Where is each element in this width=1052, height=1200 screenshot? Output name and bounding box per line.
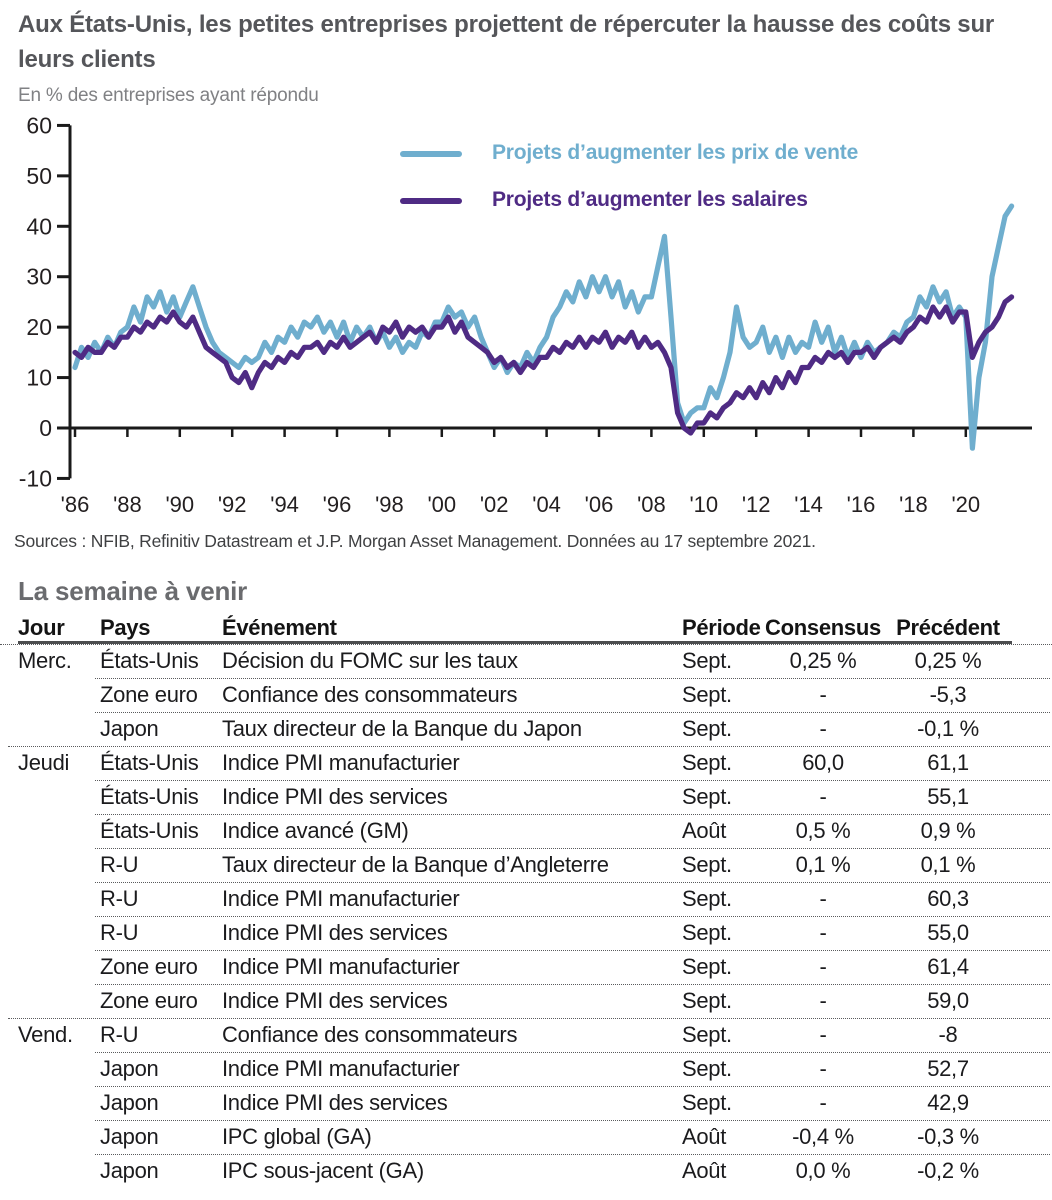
table-row bbox=[18, 1018, 1012, 1052]
y-axis-tick-label: 10 bbox=[26, 364, 52, 391]
cell-pays: États-Unis bbox=[100, 750, 199, 775]
cell-evenement: IPC sous-jacent (GA) bbox=[222, 1158, 424, 1183]
cell-precedent: 52,7 bbox=[927, 1056, 969, 1081]
group-separator bbox=[8, 1018, 1050, 1019]
cell-periode: Sept. bbox=[682, 886, 732, 911]
cell-evenement: Indice PMI des services bbox=[222, 920, 448, 945]
series-line-0 bbox=[75, 206, 1012, 448]
cell-pays: États-Unis bbox=[100, 818, 199, 843]
column-header-consensus: Consensus bbox=[765, 614, 881, 640]
x-axis-tick-label: '98 bbox=[375, 492, 404, 517]
cell-consensus: - bbox=[819, 886, 827, 911]
column-header-evenement: Événement bbox=[222, 614, 337, 640]
table-row bbox=[18, 746, 1012, 780]
table-row bbox=[18, 916, 1012, 950]
cell-precedent: -0,2 % bbox=[917, 1158, 979, 1183]
cell-consensus: - bbox=[819, 954, 827, 979]
cell-consensus: 0,5 % bbox=[795, 818, 851, 843]
cell-periode: Sept. bbox=[682, 716, 732, 741]
cell-precedent: 59,0 bbox=[927, 988, 969, 1013]
table-row bbox=[18, 1052, 1012, 1086]
cell-precedent: 60,3 bbox=[927, 886, 969, 911]
x-axis-tick-label: '16 bbox=[846, 492, 876, 517]
cell-jour: Jeudi bbox=[18, 750, 70, 775]
cell-consensus: - bbox=[819, 682, 827, 707]
cell-pays: États-Unis bbox=[100, 784, 199, 809]
x-axis-tick-label: '14 bbox=[794, 492, 823, 517]
row-separator bbox=[95, 950, 1050, 951]
table-row bbox=[18, 712, 1012, 746]
x-axis-tick-label: '86 bbox=[60, 492, 90, 517]
cell-precedent: 55,1 bbox=[927, 784, 969, 809]
cell-precedent: -5,3 bbox=[929, 682, 967, 707]
x-axis-tick-label: '10 bbox=[689, 492, 719, 517]
cell-evenement: Indice PMI manufacturier bbox=[222, 1056, 460, 1081]
cell-consensus: 0,25 % bbox=[789, 648, 857, 673]
column-header-pays: Pays bbox=[100, 614, 151, 640]
x-axis-tick-label: '08 bbox=[637, 492, 666, 517]
cell-evenement: Indice PMI manufacturier bbox=[222, 750, 460, 775]
cell-periode: Sept. bbox=[682, 1022, 732, 1047]
cell-precedent: -0,3 % bbox=[917, 1124, 979, 1149]
legend-label-prix: Projets d’augmenter les prix de vente bbox=[492, 141, 859, 164]
row-separator bbox=[95, 916, 1050, 917]
cell-consensus: 0,1 % bbox=[795, 852, 851, 877]
y-axis-tick-label: 40 bbox=[26, 213, 52, 240]
row-separator bbox=[95, 848, 1050, 849]
group-separator bbox=[8, 746, 1050, 747]
cell-consensus: -0,4 % bbox=[792, 1124, 854, 1149]
cell-precedent: 61,1 bbox=[927, 750, 969, 775]
cell-consensus: 60,0 bbox=[802, 750, 844, 775]
cell-precedent: 0,25 % bbox=[914, 648, 982, 673]
chart-subtitle: En % des entreprises ayant répondu bbox=[18, 85, 319, 106]
cell-pays: Zone euro bbox=[100, 954, 198, 979]
cell-precedent: -0,1 % bbox=[917, 716, 979, 741]
cell-evenement: Indice PMI des services bbox=[222, 1090, 448, 1115]
x-axis-tick-label: '94 bbox=[270, 492, 299, 517]
series-line-1 bbox=[75, 297, 1012, 433]
table-row bbox=[18, 814, 1012, 848]
cell-jour: Merc. bbox=[18, 648, 72, 673]
y-axis-tick-label: 20 bbox=[26, 314, 52, 341]
table-body bbox=[18, 644, 1012, 1188]
x-axis-tick-label: '18 bbox=[899, 492, 928, 517]
cell-consensus: - bbox=[819, 920, 827, 945]
row-separator bbox=[95, 780, 1050, 781]
cell-periode: Sept. bbox=[682, 750, 732, 775]
cell-pays: Japon bbox=[100, 1124, 159, 1149]
source-note: Sources : NFIB, Refinitiv Datastream et J.P. Morgan Asset Management. Données au 17 septembre 2021. bbox=[14, 531, 816, 551]
cell-pays: Japon bbox=[100, 1158, 159, 1183]
cell-consensus: 0,0 % bbox=[795, 1158, 851, 1183]
cell-pays: Japon bbox=[100, 1090, 159, 1115]
cell-pays: États-Unis bbox=[100, 648, 199, 673]
cell-evenement: Décision du FOMC sur les taux bbox=[222, 648, 518, 673]
table-row bbox=[18, 1154, 1012, 1188]
table-bottom-separator bbox=[0, 644, 1052, 645]
cell-evenement: Taux directeur de la Banque d’Angleterre bbox=[222, 852, 609, 877]
table-row bbox=[18, 848, 1012, 882]
table-row bbox=[18, 678, 1012, 712]
row-separator bbox=[95, 882, 1050, 883]
cell-pays: Zone euro bbox=[100, 682, 198, 707]
row-separator bbox=[95, 712, 1050, 713]
cell-precedent: -8 bbox=[938, 1022, 958, 1047]
table-row bbox=[18, 1120, 1012, 1154]
legend-swatch-prix-line bbox=[400, 151, 462, 157]
cell-consensus: - bbox=[819, 716, 827, 741]
column-header-periode: Période bbox=[682, 614, 761, 640]
cell-periode: Sept. bbox=[682, 648, 732, 673]
cell-pays: R-U bbox=[100, 886, 139, 911]
row-separator bbox=[95, 1154, 1050, 1155]
table-row bbox=[18, 780, 1012, 814]
cell-periode: Sept. bbox=[682, 1056, 732, 1081]
cell-evenement: IPC global (GA) bbox=[222, 1124, 372, 1149]
table-row bbox=[18, 644, 1012, 678]
cell-consensus: - bbox=[819, 1090, 827, 1115]
cell-periode: Sept. bbox=[682, 954, 732, 979]
chart-plot bbox=[0, 0, 1052, 560]
cell-jour: Vend. bbox=[18, 1022, 73, 1047]
x-axis-tick-label: '88 bbox=[113, 492, 142, 517]
legend-label-salaires: Projets d’augmenter les salaires bbox=[492, 188, 808, 211]
y-axis-tick-label: 50 bbox=[26, 162, 52, 189]
table-row bbox=[18, 1086, 1012, 1120]
cell-periode: Sept. bbox=[682, 852, 732, 877]
week-table bbox=[18, 614, 1012, 1188]
row-separator bbox=[95, 1052, 1050, 1053]
cell-pays: R-U bbox=[100, 920, 139, 945]
cell-evenement: Indice PMI manufacturier bbox=[222, 886, 460, 911]
table-row bbox=[18, 950, 1012, 984]
cell-evenement: Confiance des consommateurs bbox=[222, 682, 518, 707]
legend-swatch-salaires-line bbox=[400, 198, 462, 204]
cell-pays: Japon bbox=[100, 716, 159, 741]
cell-precedent: 0,9 % bbox=[920, 818, 976, 843]
x-axis-tick-label: '00 bbox=[427, 492, 457, 517]
table-row bbox=[18, 984, 1012, 1018]
cell-periode: Août bbox=[682, 1158, 727, 1183]
row-separator bbox=[95, 678, 1050, 679]
y-axis-tick-label: 30 bbox=[26, 263, 52, 290]
y-axis-tick-label: 60 bbox=[26, 112, 52, 139]
x-axis-tick-label: '20 bbox=[951, 492, 981, 517]
x-axis-tick-label: '02 bbox=[479, 492, 509, 517]
cell-periode: Sept. bbox=[682, 682, 732, 707]
cell-evenement: Indice PMI des services bbox=[222, 988, 448, 1013]
x-axis-tick-label: '12 bbox=[741, 492, 771, 517]
x-axis-tick-label: '90 bbox=[165, 492, 195, 517]
cell-pays: R-U bbox=[100, 1022, 139, 1047]
cell-evenement: Indice PMI manufacturier bbox=[222, 954, 460, 979]
row-separator bbox=[95, 814, 1050, 815]
chart-title: Aux États-Unis, les petites entreprises projettent de répercuter la hausse des coûts sur leurs clients bbox=[18, 11, 995, 73]
cell-consensus: - bbox=[819, 1022, 827, 1047]
cell-periode: Sept. bbox=[682, 920, 732, 945]
cell-consensus: - bbox=[819, 1056, 827, 1081]
cell-evenement: Indice avancé (GM) bbox=[222, 818, 409, 843]
cell-pays: R-U bbox=[100, 852, 139, 877]
row-separator bbox=[95, 1086, 1050, 1087]
cell-pays: Japon bbox=[100, 1056, 159, 1081]
cell-evenement: Indice PMI des services bbox=[222, 784, 448, 809]
cell-periode: Août bbox=[682, 1124, 727, 1149]
x-axis-tick-label: '92 bbox=[217, 492, 247, 517]
y-axis-tick-label: 0 bbox=[39, 415, 52, 441]
row-separator bbox=[95, 984, 1050, 985]
table-header-row bbox=[18, 614, 1012, 644]
section-title: La semaine à venir bbox=[18, 576, 248, 606]
table-row bbox=[18, 882, 1012, 916]
cell-pays: Zone euro bbox=[100, 988, 198, 1013]
column-header-jour: Jour bbox=[18, 614, 65, 640]
cell-precedent: 0,1 % bbox=[920, 852, 976, 877]
cell-evenement: Taux directeur de la Banque du Japon bbox=[222, 716, 582, 741]
x-axis-tick-label: '06 bbox=[584, 492, 614, 517]
y-axis-tick-label: -10 bbox=[18, 465, 52, 492]
cell-periode: Sept. bbox=[682, 784, 732, 809]
cell-evenement: Confiance des consommateurs bbox=[222, 1022, 518, 1047]
cell-periode: Sept. bbox=[682, 1090, 732, 1115]
cell-periode: Sept. bbox=[682, 988, 732, 1013]
cell-precedent: 55,0 bbox=[927, 920, 969, 945]
cell-consensus: - bbox=[819, 784, 827, 809]
column-header-precedent: Précédent bbox=[896, 614, 1000, 640]
x-axis-tick-label: '04 bbox=[532, 492, 561, 517]
row-separator bbox=[95, 1120, 1050, 1121]
x-axis-tick-label: '96 bbox=[322, 492, 352, 517]
cell-precedent: 42,9 bbox=[927, 1090, 969, 1115]
cell-precedent: 61,4 bbox=[927, 954, 969, 979]
cell-consensus: - bbox=[819, 988, 827, 1013]
cell-periode: Août bbox=[682, 818, 727, 843]
